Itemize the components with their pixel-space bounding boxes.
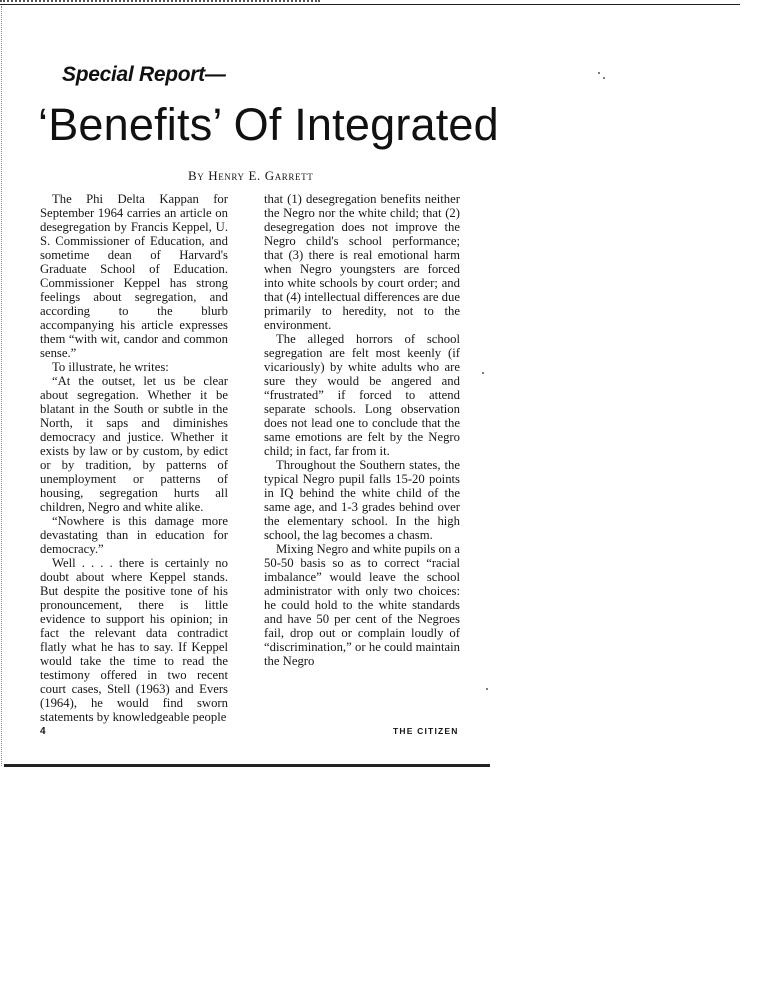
paragraph: Throughout the Southern states, the typical Negro pupil falls 15-20 points in IQ behind the white child of the same age, and 1-3 grades behind over the elementary school. In the high school, the lag becomes a chasm.	[264, 458, 460, 542]
paragraph: “At the outset, let us be clear about segregation. Whether it be blatant in the South or subtle in the North, it saps and diminishes democracy and justice. Whether it exists by law or by custom, by edict or by tradition, by patterns of unemployment or patterns of housing, segregation hurts all children, Negro and white alike.	[40, 374, 228, 514]
paragraph: “Nowhere is this damage more devastating than in education for democracy.”	[40, 514, 228, 556]
paragraph: Well . . . . there is certainly no doubt about where Keppel stands. But despite the positive tone of his pronouncement, there is little evidence to support his opinion; in fact the relevant data contradict flatly what he has to say. If Keppel would take the time to read the testimony offered in two recent court cases, Stell (1963) and Evers (1964), he would find sworn statements by knowledgeable people	[40, 556, 228, 724]
scan-speck	[598, 72, 600, 74]
left-edge-dots	[1, 6, 2, 766]
byline: By Henry E. Garrett	[188, 168, 314, 183]
publication-name: THE CITIZEN	[393, 726, 459, 736]
page-number: 4	[40, 726, 46, 737]
scan-speck	[603, 77, 605, 79]
paragraph: The alleged horrors of school segregation are felt most keenly (if vicariously) by white adults who are sure they would be angered and “frustrated” if forced to attend separate schools. Long observation does not lead one to conclude that the same emotions are felt by the Negro child; in fact, far from it.	[264, 332, 460, 458]
paragraph: The Phi Delta Kappan for September 1964 carries an article on desegregation by Francis Keppel, U. S. Commissioner of Education, and sometime dean of Harvard's Graduate School of Education. Commissioner Keppel has strong feelings about segregation, and according to the blurb accompanying his article expresses them “with wit, candor and common sense.”	[40, 192, 228, 360]
paragraph: that (1) desegregation benefits neither the Negro nor the white child; that (2) desegregation does not improve the Negro child's school performance; that (3) there is real emotional harm when Negro youngsters are forced into white schools by court order; and that (4) intellectual differences are due primarily to heredity, not to the environment.	[264, 192, 460, 332]
bottom-rule	[4, 764, 490, 767]
top-rule	[0, 4, 740, 5]
paragraph: Mixing Negro and white pupils on a 50-50 basis so as to correct “racial imbalance” would leave the school administrator with only two choices: he could hold to the white standards and have 50 per cent of the Negroes fail, drop out or complain loudly of “discrimination,” or he could maintain the Negro	[264, 542, 460, 668]
scan-speck	[482, 372, 484, 374]
text-column-left	[40, 192, 228, 724]
paragraph: To illustrate, he writes:	[52, 360, 169, 374]
text-column-right	[264, 192, 460, 668]
section-kicker: Special Report—	[62, 63, 226, 86]
article-title: ‘Benefits’ Of Integrated	[38, 99, 499, 150]
scan-speck	[486, 688, 488, 690]
